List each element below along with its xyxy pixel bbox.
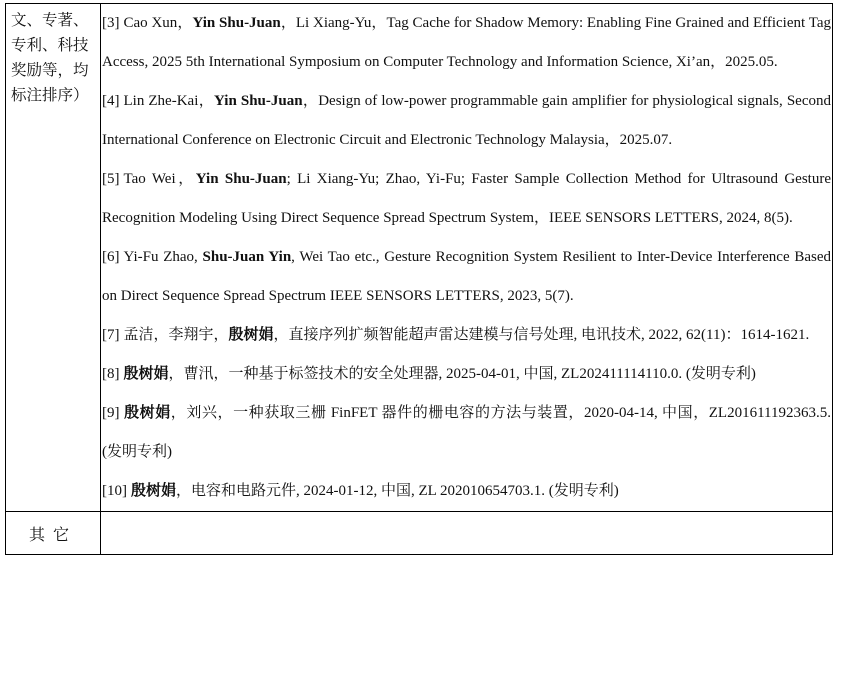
- reference-coauthors: Lin Zhe-Kai，: [123, 93, 215, 109]
- other-row-label: 其它: [6, 512, 101, 555]
- row-label-line: 文、专著、: [11, 12, 89, 29]
- reference-number: [8]: [102, 366, 120, 382]
- reference-item: [102, 4, 832, 82]
- reference-details: , Wei Tao etc., Gesture Recognition System Resilient to Inter-Device Interference Based on Direct Sequence Spread Spectrum IEEE SENSORS LETTERS, 2023, 5(7).: [102, 249, 831, 304]
- reference-number: [4]: [102, 93, 120, 109]
- reference-item: [102, 82, 832, 160]
- reference-coauthors: Yi-Fu Zhao,: [123, 249, 203, 265]
- reference-item: [102, 238, 832, 316]
- publications-list: [101, 4, 833, 512]
- reference-highlighted-author: Yin Shu-Juan: [214, 93, 303, 109]
- reference-coauthors: 孟洁，李翔宇，: [123, 327, 229, 343]
- reference-item: [102, 316, 832, 355]
- row-label-line: 奖励等，均: [11, 62, 89, 79]
- achievements-table: [5, 3, 833, 555]
- reference-coauthors: Tao Wei，: [123, 171, 196, 187]
- other-row: [6, 512, 833, 555]
- row-label-line: 专利、科技: [11, 37, 89, 54]
- reference-number: [7]: [102, 327, 120, 343]
- row-label-line: 标注排序）: [11, 87, 89, 104]
- reference-number: [9]: [102, 405, 120, 421]
- reference-number: [10]: [102, 483, 127, 499]
- reference-highlighted-author: 殷树娟: [131, 483, 177, 499]
- reference-highlighted-author: 殷树娟: [123, 405, 171, 421]
- reference-highlighted-author: Yin Shu-Juan: [195, 171, 287, 187]
- reference-item: [102, 472, 832, 511]
- reference-details: ，直接序列扩频智能超声雷达建模与信号处理, 电讯技术, 2022, 62(11)：1614-1621.: [273, 327, 810, 343]
- document-table-region: [5, 3, 833, 555]
- reference-item: [102, 160, 832, 238]
- reference-details: ，Li Xiang-Yu，Tag Cache for Shadow Memory: Enabling Fine Grained and Efficient Tag Access, 2025 5th International Symposium on Computer Technology and Information Science, Xi’an，2025.05.: [102, 15, 831, 70]
- publications-row: [6, 4, 833, 512]
- reference-details: ，曹汛，一种基于标签技术的安全处理器, 2025-04-01, 中国, ZL202411114110.0. (发明专利): [168, 366, 756, 382]
- reference-number: [6]: [102, 249, 120, 265]
- reference-highlighted-author: 殷树娟: [228, 327, 274, 343]
- reference-number: [5]: [102, 171, 120, 187]
- reference-highlighted-author: 殷树娟: [123, 366, 169, 382]
- reference-details: ; Li Xiang-Yu; Zhao, Yi-Fu; Faster Sample Collection Method for Ultrasound Gesture Recognition Modeling Using Direct Sequence Spread Spectrum System，IEEE SENSORS LETTERS, 2024, 8(5).: [102, 171, 831, 226]
- reference-item: [102, 355, 832, 394]
- reference-details: ，刘兴，一种获取三栅 FinFET 器件的栅电容的方法与装置，2020-04-14, 中国，ZL201611192363.5. (发明专利): [102, 405, 831, 460]
- reference-coauthors: Cao Xun，: [123, 15, 193, 31]
- other-row-value: [101, 512, 833, 555]
- reference-number: [3]: [102, 15, 120, 31]
- reference-details: ，Design of low-power programmable gain amplifier for physiological signals, Second International Conference on Electronic Circuit and Electronic Technology Malaysia，2025.07.: [102, 93, 831, 148]
- reference-highlighted-author: Shu-Juan Yin: [202, 249, 292, 265]
- reference-highlighted-author: Yin Shu-Juan: [192, 15, 281, 31]
- reference-item: [102, 394, 832, 472]
- reference-details: ，电容和电路元件, 2024-01-12, 中国, ZL 202010654703.1. (发明专利): [176, 483, 619, 499]
- publications-row-label: [6, 4, 101, 512]
